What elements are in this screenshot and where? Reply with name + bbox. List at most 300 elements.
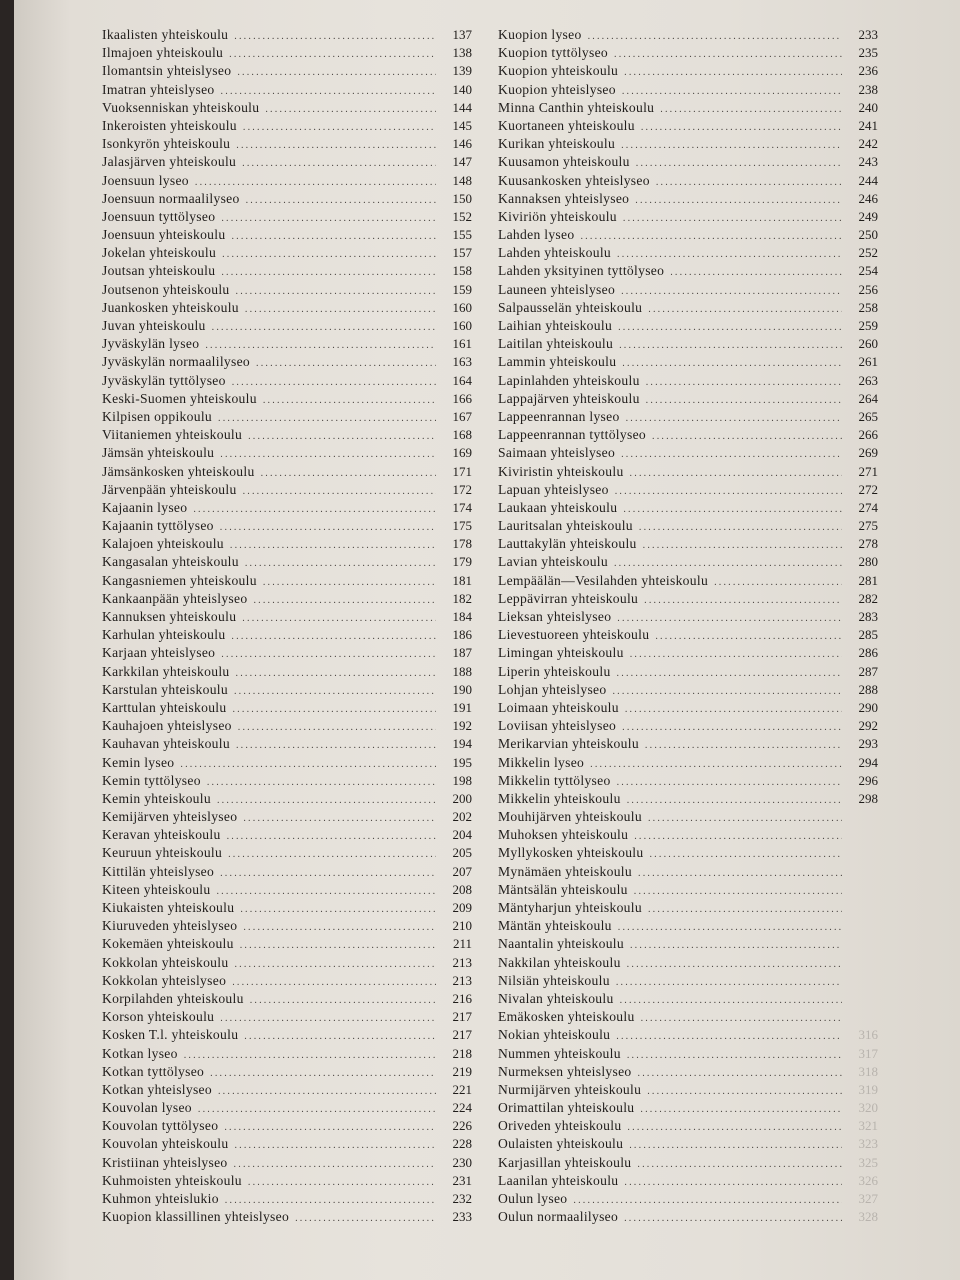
page-number: 139	[452, 63, 472, 79]
dot-leader	[622, 83, 842, 101]
school-name: Kouvolan tyttölyseo	[102, 1118, 219, 1134]
dot-leader	[590, 756, 842, 774]
school-name: Keski-Suomen yhteiskoulu	[102, 390, 257, 406]
dot-leader	[227, 828, 436, 846]
index-entry	[498, 481, 878, 499]
index-entry	[498, 844, 878, 862]
index-entry	[102, 535, 472, 553]
index-entry	[498, 1008, 878, 1026]
school-name: Lappajärven yhteiskoulu	[498, 390, 640, 406]
index-entry	[498, 62, 878, 80]
index-entry	[102, 335, 472, 353]
page-number: 213	[452, 954, 472, 970]
page-number: 244	[858, 172, 878, 188]
school-name: Joutsenon yhteiskoulu	[102, 281, 230, 297]
dot-leader	[248, 428, 436, 446]
dot-leader	[224, 1119, 436, 1137]
school-name: Juvan yhteiskoulu	[102, 318, 206, 333]
school-name: Kotkan lyseo	[102, 1045, 178, 1061]
index-entry	[498, 553, 878, 571]
page-number: 325	[858, 1154, 878, 1170]
index-entry	[498, 899, 878, 917]
dot-leader	[246, 192, 436, 210]
dot-leader	[620, 992, 842, 1010]
school-name: Lappeenrannan tyttölyseo	[498, 427, 646, 443]
page-number: 195	[452, 754, 472, 770]
page-number: 138	[452, 45, 472, 61]
index-entry	[102, 99, 472, 117]
dot-leader	[180, 756, 436, 774]
page-number: 292	[858, 718, 878, 734]
dot-leader	[641, 1010, 842, 1028]
index-entry	[498, 590, 878, 608]
page-number: 194	[452, 736, 472, 752]
dot-leader	[244, 1028, 436, 1046]
index-entry	[498, 663, 878, 681]
dot-leader	[624, 1174, 842, 1192]
index-entry	[498, 972, 878, 990]
index-entry	[498, 644, 878, 662]
school-name: Nakkilan yhteiskoulu	[498, 954, 621, 970]
index-entry	[498, 608, 878, 626]
page-number: 252	[858, 245, 878, 261]
school-name: Keravan yhteiskoulu	[102, 827, 221, 843]
dot-leader	[221, 210, 436, 228]
school-name: Lavian yhteiskoulu	[498, 554, 608, 570]
index-entry	[498, 208, 878, 226]
page-number: 169	[452, 445, 472, 461]
index-entry	[102, 990, 472, 1008]
dot-leader	[234, 1156, 436, 1174]
page-number: 293	[858, 736, 878, 752]
school-name: Emäkosken yhteiskoulu	[498, 1009, 635, 1025]
dot-leader	[619, 337, 842, 355]
page-number: 263	[858, 372, 878, 388]
index-entry	[498, 353, 878, 371]
school-name: Lahden yhteiskoulu	[498, 245, 611, 261]
page-number: 258	[858, 299, 878, 315]
school-name: Laanilan yhteiskoulu	[498, 1172, 619, 1188]
index-entry	[498, 1154, 878, 1172]
school-name: Kosken T.l. yhteiskoulu	[102, 1027, 239, 1043]
index-entry	[498, 881, 878, 899]
page-number: 233	[452, 1209, 472, 1225]
school-name: Kauhavan yhteiskoulu	[102, 736, 230, 752]
page-number: 317	[858, 1045, 878, 1061]
index-entry	[102, 81, 472, 99]
index-entry	[102, 444, 472, 462]
school-name: Kilpisen oppikoulu	[102, 408, 212, 424]
school-name: Leppävirran yhteiskoulu	[498, 590, 639, 606]
page-number: 213	[452, 972, 472, 988]
index-entry	[498, 1135, 878, 1153]
school-name: Loimaan yhteiskoulu	[498, 699, 619, 715]
school-name: Kurikan yhteiskoulu	[498, 136, 616, 152]
dot-leader	[634, 883, 842, 901]
index-entry	[498, 390, 878, 408]
school-name: Mouhijärven yhteiskoulu	[498, 809, 642, 825]
page-number: 240	[858, 99, 878, 115]
school-name: Kouvolan lyseo	[102, 1100, 192, 1116]
school-name: Lapinlahden yhteiskoulu	[498, 372, 640, 388]
index-entry	[498, 463, 878, 481]
school-name: Kajaanin lyseo	[102, 499, 188, 515]
dot-leader	[232, 374, 436, 392]
index-entry	[102, 408, 472, 426]
index-entry	[498, 954, 878, 972]
index-entry	[102, 1063, 472, 1081]
index-entry	[102, 826, 472, 844]
school-name: Lempäälän—Vesilahden yhteiskoulu	[498, 572, 709, 588]
school-name: Kokkolan yhteislyseo	[102, 972, 227, 988]
page-number: 326	[858, 1172, 878, 1188]
page-number: 282	[858, 590, 878, 606]
index-entry	[498, 735, 878, 753]
index-entry	[498, 408, 878, 426]
dot-leader	[623, 210, 842, 228]
dot-leader	[230, 537, 436, 555]
index-entry	[498, 790, 878, 808]
school-name: Joensuun lyseo	[102, 172, 189, 188]
page-number: 231	[452, 1172, 472, 1188]
page-number: 168	[452, 427, 472, 443]
page-number: 204	[452, 827, 472, 843]
dot-leader	[236, 665, 437, 683]
dot-leader	[256, 355, 436, 373]
dot-leader	[231, 628, 436, 646]
dot-leader	[648, 901, 842, 919]
dot-leader	[617, 665, 842, 683]
school-name: Korpilahden yhteiskoulu	[102, 990, 244, 1006]
dot-leader	[627, 1119, 842, 1137]
index-entry	[102, 1026, 472, 1044]
school-name: Laitilan yhteiskoulu	[498, 336, 614, 352]
dot-leader	[232, 701, 436, 719]
dot-leader	[218, 1083, 436, 1101]
page-number: 155	[452, 227, 472, 243]
page-number: 140	[452, 81, 472, 97]
page-number: 266	[858, 427, 878, 443]
school-name: Nivalan yhteiskoulu	[498, 990, 614, 1006]
dot-leader	[614, 46, 842, 64]
dot-leader	[647, 1083, 842, 1101]
index-entry	[498, 172, 878, 190]
school-name: Mäntän yhteiskoulu	[498, 918, 612, 934]
index-entry	[102, 590, 472, 608]
school-name: Joutsan yhteiskoulu	[102, 263, 216, 279]
dot-leader	[236, 737, 436, 755]
page-number: 200	[452, 790, 472, 806]
page-number: 186	[452, 627, 472, 643]
school-name: Kajaanin tyttölyseo	[102, 518, 214, 534]
school-name: Kiteen yhteiskoulu	[102, 881, 211, 897]
page-number: 281	[858, 572, 878, 588]
school-name: Kuusamon yhteiskoulu	[498, 154, 630, 170]
dot-leader	[580, 228, 842, 246]
page-number: 272	[858, 481, 878, 497]
page-number: 285	[858, 627, 878, 643]
dot-leader	[217, 792, 436, 810]
index-entry	[102, 499, 472, 517]
dot-leader	[221, 264, 436, 282]
dot-leader	[644, 592, 842, 610]
index-entry	[102, 481, 472, 499]
school-name: Minna Canthin yhteiskoulu	[498, 99, 655, 115]
dot-leader	[645, 737, 842, 755]
index-entry	[102, 172, 472, 190]
school-name: Laukaan yhteiskoulu	[498, 499, 618, 515]
school-name: Joensuun yhteiskoulu	[102, 227, 226, 243]
school-name: Kuopion yhteislyseo	[498, 81, 616, 97]
dot-leader	[655, 628, 842, 646]
school-name: Mikkelin lyseo	[498, 754, 585, 770]
page-number: 164	[452, 372, 472, 388]
index-entry	[102, 463, 472, 481]
school-name: Kemin lyseo	[102, 754, 175, 770]
book-page	[14, 0, 960, 1280]
school-name: Oulun normaalilyseo	[498, 1209, 619, 1225]
index-entry	[102, 954, 472, 972]
school-name: Kemin tyttölyseo	[102, 772, 201, 788]
school-name: Lauritsalan yhteiskoulu	[498, 518, 633, 534]
school-name: Ikaalisten yhteiskoulu	[102, 27, 229, 42]
dot-leader	[231, 228, 436, 246]
index-entry	[102, 663, 472, 681]
page-number: 144	[452, 99, 472, 115]
index-entry	[102, 117, 472, 135]
dot-leader	[648, 810, 842, 828]
page-number: 174	[452, 499, 472, 515]
page-number: 288	[858, 681, 878, 697]
page-number: 224	[452, 1100, 472, 1116]
dot-leader	[621, 283, 842, 301]
school-name: Mynämäen yhteiskoulu	[498, 863, 632, 879]
dot-leader	[630, 937, 842, 955]
school-name: Keuruun yhteiskoulu	[102, 845, 223, 861]
index-entry	[498, 44, 878, 62]
dot-leader	[616, 1028, 842, 1046]
page-number: 181	[452, 572, 472, 588]
school-name: Kangasniemen yhteiskoulu	[102, 572, 257, 588]
page-number: 278	[858, 536, 878, 552]
school-name: Karjasillan yhteiskoulu	[498, 1154, 632, 1170]
school-name: Lammin yhteiskoulu	[498, 354, 617, 370]
school-name: Imatran yhteislyseo	[102, 81, 215, 97]
dot-leader	[624, 1210, 842, 1228]
index-entry	[498, 135, 878, 153]
dot-leader	[250, 992, 436, 1010]
page-number: 163	[452, 354, 472, 370]
page-number: 167	[452, 408, 472, 424]
dot-leader	[624, 64, 842, 82]
index-entry	[102, 353, 472, 371]
index-entry	[498, 535, 878, 553]
dot-leader	[229, 46, 436, 64]
dot-leader	[626, 410, 842, 428]
index-entry	[102, 772, 472, 790]
page-number: 233	[858, 27, 878, 42]
school-name: Kalajoen yhteiskoulu	[102, 536, 224, 552]
page-number: 147	[452, 154, 472, 170]
index-entry	[102, 244, 472, 262]
dot-leader	[617, 774, 842, 792]
dot-leader	[646, 374, 842, 392]
school-name: Jokelan yhteiskoulu	[102, 245, 217, 261]
dot-leader	[220, 519, 436, 537]
dot-leader	[242, 155, 436, 173]
school-name: Mikkelin tyttölyseo	[498, 772, 611, 788]
school-name: Launeen yhteislyseo	[498, 281, 616, 297]
dot-leader	[243, 810, 436, 828]
page-number: 241	[858, 117, 878, 133]
school-name: Karhulan yhteiskoulu	[102, 627, 226, 643]
index-entry	[102, 26, 472, 44]
page-number: 198	[452, 772, 472, 788]
page-number: 211	[452, 936, 472, 952]
school-name: Jämsänkosken yhteiskoulu	[102, 463, 255, 479]
dot-leader	[630, 646, 842, 664]
page-number: 319	[858, 1081, 878, 1097]
page-number: 150	[452, 190, 472, 206]
index-entry	[498, 754, 878, 772]
dot-leader	[635, 192, 842, 210]
dot-leader	[237, 64, 436, 82]
school-name: Järvenpään yhteiskoulu	[102, 481, 237, 497]
dot-leader	[646, 392, 842, 410]
school-name: Jalasjärven yhteiskoulu	[102, 154, 237, 170]
index-entry	[498, 335, 878, 353]
school-name: Ilmajoen yhteiskoulu	[102, 45, 224, 61]
page-number: 236	[858, 63, 878, 79]
index-entry	[102, 1099, 472, 1117]
index-entry	[102, 1190, 472, 1208]
page-number: 171	[452, 463, 472, 479]
index-entry	[498, 681, 878, 699]
index-entry	[498, 772, 878, 790]
page-number: 230	[452, 1154, 472, 1170]
dot-leader	[634, 828, 842, 846]
school-name: Isonkyrön yhteiskoulu	[102, 136, 231, 152]
index-entry	[498, 717, 878, 735]
index-entry	[102, 1154, 472, 1172]
dot-leader	[612, 683, 842, 701]
index-entry	[102, 281, 472, 299]
school-name: Lapuan yhteislyseo	[498, 481, 609, 497]
page-number: 202	[452, 809, 472, 825]
school-name: Kuopion tyttölyseo	[498, 45, 608, 61]
school-name: Kotkan tyttölyseo	[102, 1063, 205, 1079]
page-number: 178	[452, 536, 472, 552]
index-entry	[498, 826, 878, 844]
school-name: Kauhajoen yhteislyseo	[102, 718, 232, 734]
dot-leader	[184, 1047, 436, 1065]
dot-leader	[649, 846, 842, 864]
dot-leader	[656, 174, 842, 192]
page-number: 152	[452, 208, 472, 224]
page-number: 274	[858, 499, 878, 515]
index-entry	[102, 917, 472, 935]
index-entry	[498, 1172, 878, 1190]
page-number: 218	[452, 1045, 472, 1061]
page-number: 158	[452, 263, 472, 279]
index-entry	[498, 26, 878, 44]
dot-leader	[616, 974, 842, 992]
school-name: Jämsän yhteiskoulu	[102, 445, 215, 461]
dot-leader	[630, 465, 842, 483]
dot-leader	[263, 574, 436, 592]
dot-leader	[236, 137, 436, 155]
dot-leader	[641, 119, 842, 137]
index-entry	[102, 1045, 472, 1063]
dot-leader	[245, 301, 436, 319]
school-name: Nurmeksen yhteislyseo	[498, 1063, 632, 1079]
school-name: Jyväskylän tyttölyseo	[102, 372, 226, 388]
dot-leader	[588, 28, 842, 46]
page-number: 264	[858, 390, 878, 406]
dot-leader	[261, 465, 436, 483]
school-name: Joensuun normaalilyseo	[102, 190, 240, 206]
index-entry	[102, 262, 472, 280]
dot-leader	[232, 974, 436, 992]
page-number: 320	[858, 1100, 878, 1116]
index-entry	[498, 990, 878, 1008]
school-name: Ilomantsin yhteislyseo	[102, 63, 232, 79]
dot-leader	[212, 319, 436, 337]
index-entry	[498, 99, 878, 117]
index-entry	[102, 790, 472, 808]
dot-leader	[245, 555, 436, 573]
index-entry	[102, 735, 472, 753]
index-entry	[498, 808, 878, 826]
dot-leader	[615, 483, 842, 501]
page-number: 323	[858, 1136, 878, 1152]
school-name: Korson yhteiskoulu	[102, 1009, 215, 1025]
index-entry	[102, 972, 472, 990]
page-number: 280	[858, 554, 878, 570]
school-name: Kotkan yhteislyseo	[102, 1081, 212, 1097]
index-entry	[498, 626, 878, 644]
page-number: 217	[452, 1027, 472, 1043]
school-name: Kristiinan yhteislyseo	[102, 1154, 228, 1170]
dot-leader	[243, 119, 436, 137]
school-name: Lahden yksityinen tyttölyseo	[498, 263, 665, 279]
dot-leader	[621, 137, 842, 155]
page-number: 187	[452, 645, 472, 661]
page-number: 157	[452, 245, 472, 261]
dot-leader	[627, 792, 842, 810]
school-name: Liperin yhteiskoulu	[498, 663, 611, 679]
index-entry	[102, 572, 472, 590]
index-entry	[102, 44, 472, 62]
school-name: Naantalin yhteiskoulu	[498, 936, 624, 952]
school-name: Kokkolan yhteiskoulu	[102, 954, 229, 970]
school-name: Viitaniemen yhteiskoulu	[102, 427, 243, 443]
index-entry	[498, 262, 878, 280]
dot-leader	[234, 28, 436, 46]
school-name: Joensuun tyttölyseo	[102, 208, 216, 224]
index-entry	[102, 644, 472, 662]
index-entry	[498, 190, 878, 208]
dot-leader	[248, 1174, 436, 1192]
index-entry	[102, 1117, 472, 1135]
school-name: Lahden lyseo	[498, 227, 575, 243]
school-name: Juankosken yhteiskoulu	[102, 299, 239, 315]
index-entry	[102, 135, 472, 153]
dot-leader	[238, 719, 436, 737]
page-number: 161	[452, 336, 472, 352]
page-number: 275	[858, 518, 878, 534]
school-name: Lauttakylän yhteiskoulu	[498, 536, 637, 552]
